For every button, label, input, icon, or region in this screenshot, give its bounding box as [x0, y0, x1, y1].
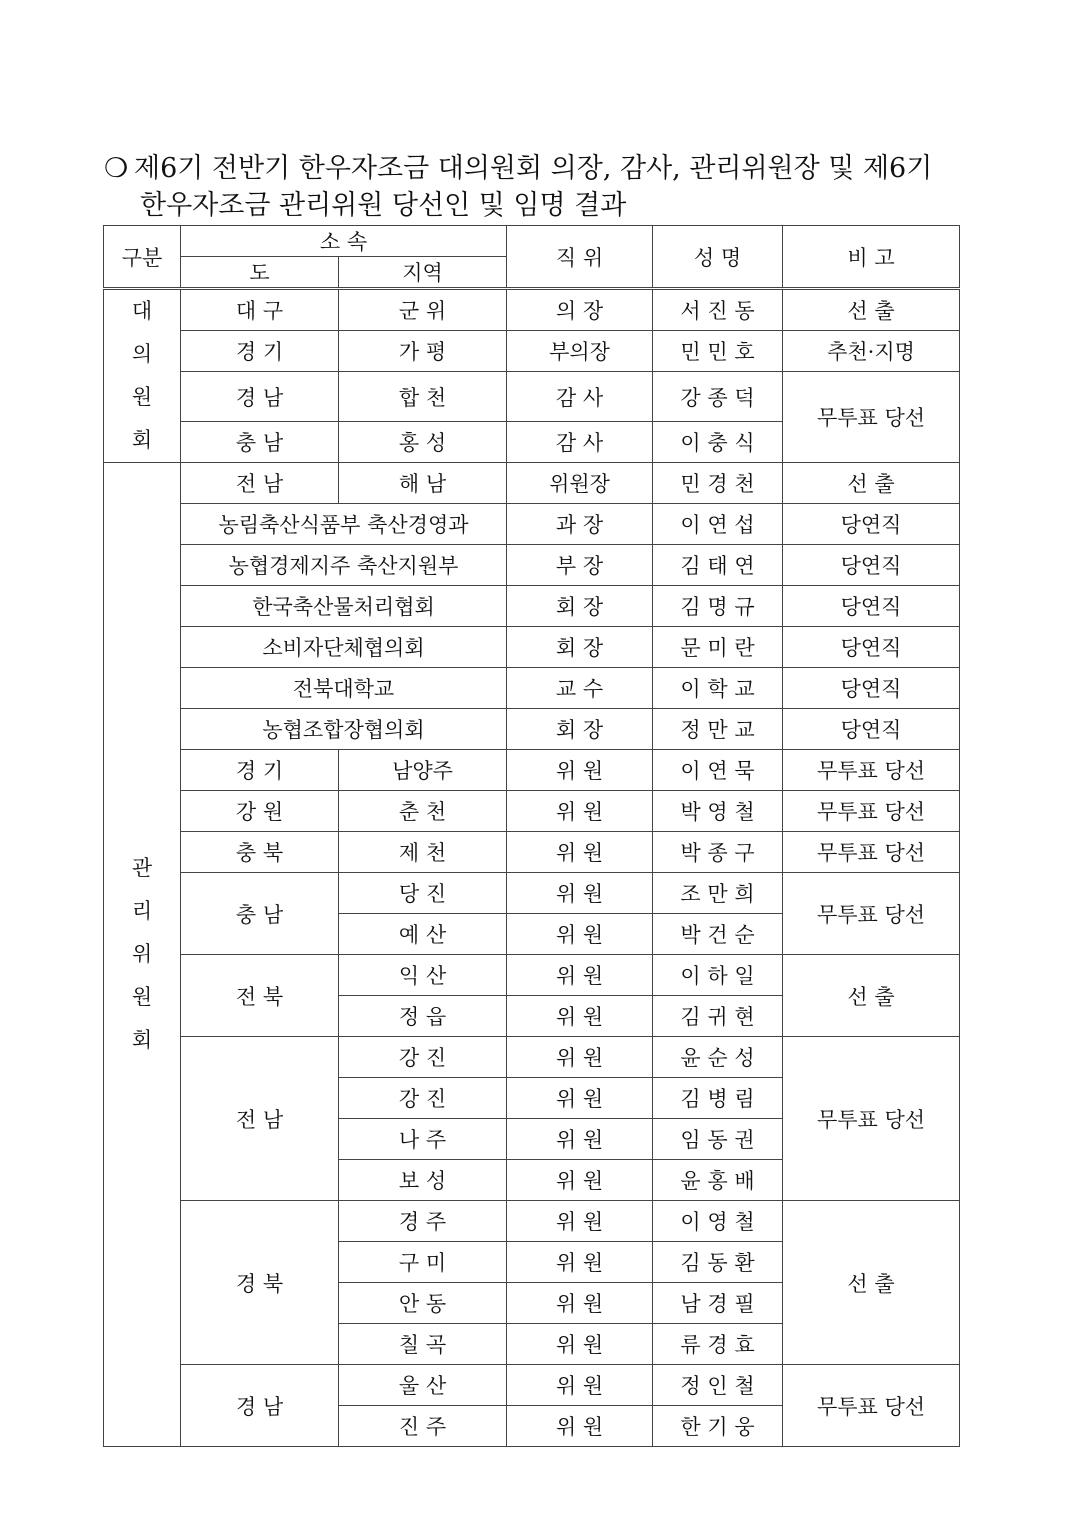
position-cell: 회 장: [507, 586, 653, 627]
header-province: 도: [181, 257, 339, 289]
note-cell: 선 출: [783, 463, 960, 504]
name-cell: 이 학 교: [653, 668, 783, 709]
province-cell: 충 남: [181, 422, 339, 463]
name-cell: 이 영 철: [653, 1201, 783, 1242]
position-cell: 위 원: [507, 832, 653, 873]
region-cell: 정 읍: [339, 996, 507, 1037]
note-cell: 무투표 당선: [783, 372, 960, 463]
note-cell: 당연직: [783, 709, 960, 750]
election-results-table: [103, 225, 960, 1447]
header-category: 구분: [104, 226, 181, 289]
region-cell: 구 미: [339, 1242, 507, 1283]
name-cell: 민 경 천: [653, 463, 783, 504]
table-row: [104, 955, 960, 996]
table-row: [104, 289, 960, 331]
position-cell: 위 원: [507, 873, 653, 914]
position-cell: 위 원: [507, 914, 653, 955]
region-cell: 당 진: [339, 873, 507, 914]
group-label-delegates: 대 의 원 회: [104, 289, 181, 463]
province-cell: 경 북: [181, 1201, 339, 1365]
table-row: [104, 832, 960, 873]
position-cell: 위 원: [507, 791, 653, 832]
header-affiliation: 소 속: [181, 226, 507, 257]
position-cell: 위원장: [507, 463, 653, 504]
note-cell: 당연직: [783, 586, 960, 627]
region-cell: 나 주: [339, 1119, 507, 1160]
region-cell: 홍 성: [339, 422, 507, 463]
table-row: [104, 668, 960, 709]
name-cell: 서 진 동: [653, 289, 783, 331]
name-cell: 정 인 철: [653, 1365, 783, 1406]
region-cell: 합 천: [339, 372, 507, 422]
note-cell: 당연직: [783, 627, 960, 668]
note-cell: 당연직: [783, 504, 960, 545]
name-cell: 김 병 림: [653, 1078, 783, 1119]
note-cell: 무투표 당선: [783, 750, 960, 791]
table-row: [104, 1201, 960, 1242]
table-row: [104, 331, 960, 372]
header-name: 성 명: [653, 226, 783, 289]
note-cell: 무투표 당선: [783, 873, 960, 955]
position-cell: 위 원: [507, 1242, 653, 1283]
note-cell: 무투표 당선: [783, 1365, 960, 1447]
organization-cell: 농림축산식품부 축산경영과: [181, 504, 507, 545]
note-cell: 무투표 당선: [783, 832, 960, 873]
position-cell: 위 원: [507, 955, 653, 996]
table-row: [104, 1037, 960, 1078]
region-cell: 제 천: [339, 832, 507, 873]
name-cell: 류 경 효: [653, 1324, 783, 1365]
region-cell: 칠 곡: [339, 1324, 507, 1365]
name-cell: 강 종 덕: [653, 372, 783, 422]
province-cell: 전 북: [181, 955, 339, 1037]
region-cell: 군 위: [339, 289, 507, 331]
position-cell: 회 장: [507, 627, 653, 668]
position-cell: 감 사: [507, 372, 653, 422]
header-note: 비 고: [783, 226, 960, 289]
name-cell: 김 귀 현: [653, 996, 783, 1037]
region-cell: 강 진: [339, 1037, 507, 1078]
position-cell: 회 장: [507, 709, 653, 750]
group-label-committee: 관 리 위 원 회: [104, 463, 181, 1447]
table-row: [104, 545, 960, 586]
name-cell: 남 경 필: [653, 1283, 783, 1324]
province-cell: 전 남: [181, 463, 339, 504]
table-row: [104, 1365, 960, 1406]
name-cell: 박 종 구: [653, 832, 783, 873]
name-cell: 김 태 연: [653, 545, 783, 586]
region-cell: 보 성: [339, 1160, 507, 1201]
province-cell: 충 북: [181, 832, 339, 873]
heading-line-2: 한우자조금 관리위원 당선인 및 임명 결과: [140, 190, 627, 221]
position-cell: 과 장: [507, 504, 653, 545]
region-cell: 남양주: [339, 750, 507, 791]
region-cell: 해 남: [339, 463, 507, 504]
note-cell: 선 출: [783, 1201, 960, 1365]
region-cell: 익 산: [339, 955, 507, 996]
table-row: [104, 873, 960, 914]
organization-cell: 한국축산물처리협회: [181, 586, 507, 627]
position-cell: 위 원: [507, 996, 653, 1037]
region-cell: 강 진: [339, 1078, 507, 1119]
province-cell: 경 남: [181, 372, 339, 422]
organization-cell: 농협조합장협의회: [181, 709, 507, 750]
name-cell: 윤 홍 배: [653, 1160, 783, 1201]
region-cell: 경 주: [339, 1201, 507, 1242]
name-cell: 이 연 섭: [653, 504, 783, 545]
note-cell: 선 출: [783, 289, 960, 331]
position-cell: 교 수: [507, 668, 653, 709]
position-cell: 위 원: [507, 1324, 653, 1365]
position-cell: 위 원: [507, 1406, 653, 1447]
note-cell: 무투표 당선: [783, 791, 960, 832]
name-cell: 민 민 호: [653, 331, 783, 372]
name-cell: 조 만 희: [653, 873, 783, 914]
name-cell: 이 연 묵: [653, 750, 783, 791]
name-cell: 이 충 식: [653, 422, 783, 463]
name-cell: 김 동 환: [653, 1242, 783, 1283]
header-row: [104, 226, 960, 257]
organization-cell: 농협경제지주 축산지원부: [181, 545, 507, 586]
table-row: [104, 504, 960, 545]
province-cell: 경 기: [181, 331, 339, 372]
province-cell: 경 기: [181, 750, 339, 791]
position-cell: 위 원: [507, 1119, 653, 1160]
note-cell: 추천·지명: [783, 331, 960, 372]
table-row: [104, 750, 960, 791]
heading-line-1: 제6기 전반기 한우자조금 대의원회 의장, 감사, 관리위원장 및 제6기: [134, 153, 933, 184]
region-cell: 예 산: [339, 914, 507, 955]
table-row: [104, 463, 960, 504]
name-cell: 박 영 철: [653, 791, 783, 832]
province-cell: 충 남: [181, 873, 339, 955]
header-position: 직 위: [507, 226, 653, 289]
name-cell: 한 기 웅: [653, 1406, 783, 1447]
position-cell: 의 장: [507, 289, 653, 331]
name-cell: 정 만 교: [653, 709, 783, 750]
note-cell: 당연직: [783, 668, 960, 709]
position-cell: 위 원: [507, 1037, 653, 1078]
position-cell: 위 원: [507, 1283, 653, 1324]
table-row: [104, 586, 960, 627]
province-cell: 전 남: [181, 1037, 339, 1201]
name-cell: 문 미 란: [653, 627, 783, 668]
document-heading: [104, 150, 974, 224]
province-cell: 강 원: [181, 791, 339, 832]
position-cell: 부 장: [507, 545, 653, 586]
circle-bullet-icon: ❍: [104, 153, 129, 184]
note-cell: 당연직: [783, 545, 960, 586]
position-cell: 부의장: [507, 331, 653, 372]
position-cell: 위 원: [507, 1201, 653, 1242]
table-row: [104, 627, 960, 668]
organization-cell: 소비자단체협의회: [181, 627, 507, 668]
position-cell: 위 원: [507, 1160, 653, 1201]
header-region: 지역: [339, 257, 507, 289]
position-cell: 위 원: [507, 1078, 653, 1119]
note-cell: 무투표 당선: [783, 1037, 960, 1201]
name-cell: 박 건 순: [653, 914, 783, 955]
position-cell: 감 사: [507, 422, 653, 463]
position-cell: 위 원: [507, 750, 653, 791]
table-row: [104, 372, 960, 422]
region-cell: 가 평: [339, 331, 507, 372]
name-cell: 윤 순 성: [653, 1037, 783, 1078]
region-cell: 울 산: [339, 1365, 507, 1406]
name-cell: 김 명 규: [653, 586, 783, 627]
name-cell: 임 동 권: [653, 1119, 783, 1160]
region-cell: 진 주: [339, 1406, 507, 1447]
name-cell: 이 하 일: [653, 955, 783, 996]
province-cell: 대 구: [181, 289, 339, 331]
region-cell: 안 동: [339, 1283, 507, 1324]
note-cell: 선 출: [783, 955, 960, 1037]
table-row: [104, 709, 960, 750]
position-cell: 위 원: [507, 1365, 653, 1406]
table-row: [104, 791, 960, 832]
region-cell: 춘 천: [339, 791, 507, 832]
province-cell: 경 남: [181, 1365, 339, 1447]
organization-cell: 전북대학교: [181, 668, 507, 709]
